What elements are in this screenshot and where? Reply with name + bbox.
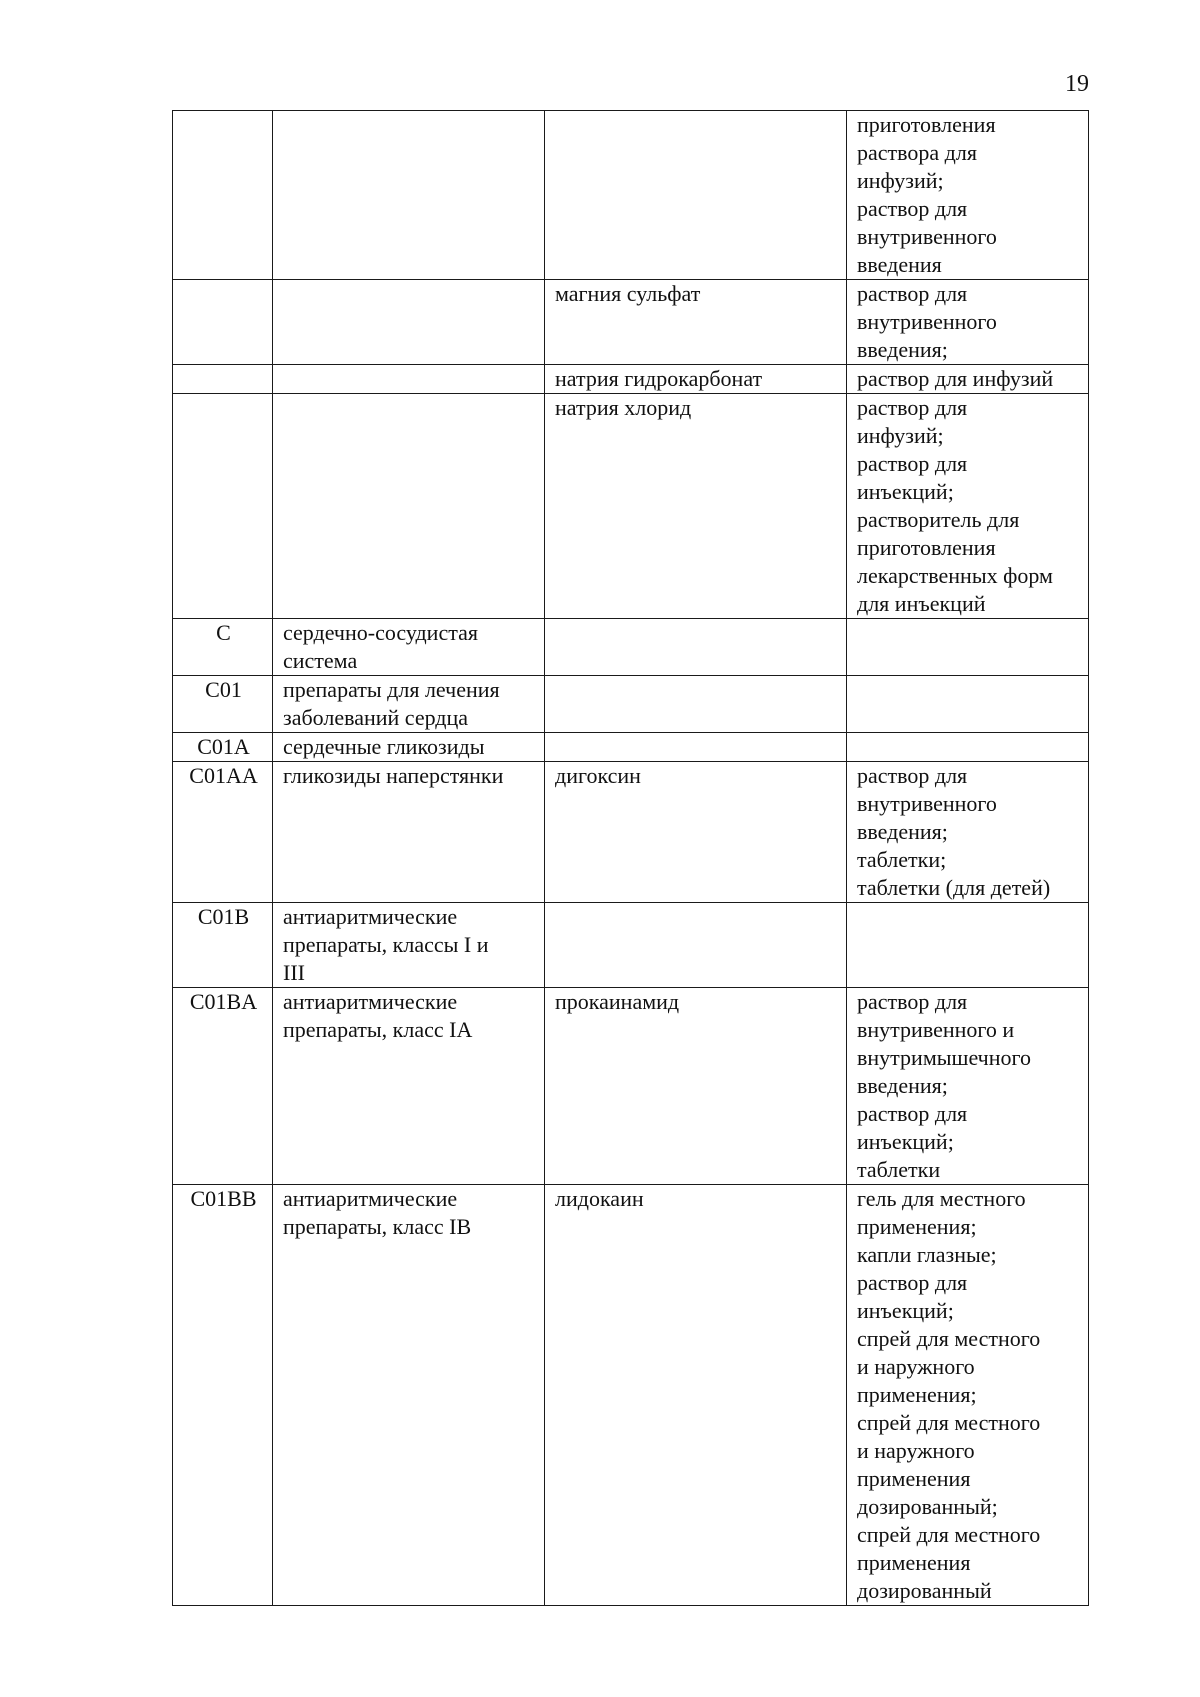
anatomical-group-line: препараты, классы I и [283,932,489,957]
anatomical-group-cell [273,903,545,988]
drug-table [172,110,1089,1606]
atc-code-cell [173,903,273,988]
dosage-form-line: внутривенного и [857,1017,1015,1042]
dosage-form-line: дозированный; [857,1494,998,1519]
anatomical-group-line: препараты для лечения [283,677,500,702]
dosage-forms-cell [847,1185,1089,1606]
dosage-forms-cell [847,365,1089,394]
substance-name: прокаинамид [555,989,680,1014]
anatomical-group-cell [273,111,545,280]
substance-cell [545,903,847,988]
table-row [173,676,1089,733]
atc-code: C01 [205,677,242,702]
anatomical-group-cell [273,394,545,619]
dosage-form-line: раствор для [857,281,968,306]
substance-cell [545,111,847,280]
atc-code: C01B [197,904,250,929]
anatomical-group-cell [273,733,545,762]
anatomical-group-line: заболеваний сердца [283,705,469,730]
atc-code-cell [173,111,273,280]
dosage-forms-cell [847,280,1089,365]
atc-code-cell [173,394,273,619]
atc-code: C01AA [189,763,258,788]
anatomical-group-line: гликозиды наперстянки [283,763,504,788]
dosage-form-line: лекарственных форм [857,563,1053,588]
dosage-forms-cell [847,762,1089,903]
substance-cell [545,1185,847,1606]
dosage-form-line: таблетки; [857,847,947,872]
atc-code-cell [173,280,273,365]
dosage-form-line: раствор для [857,451,968,476]
atc-code-cell [173,619,273,676]
table-row [173,365,1089,394]
dosage-form-line: для инъекций [857,591,986,616]
anatomical-group-line: система [283,648,358,673]
anatomical-group-line: сердечные гликозиды [283,734,485,759]
dosage-form-line: и наружного [857,1438,975,1463]
dosage-form-line: спрей для местного [857,1326,1041,1351]
atc-code-cell [173,1185,273,1606]
anatomical-group-line: препараты, класс IB [283,1214,472,1239]
dosage-form-line: применения [857,1466,971,1491]
substance-name: натрия хлорид [555,395,692,420]
substance-cell [545,676,847,733]
dosage-form-line: и наружного [857,1354,975,1379]
dosage-form-line: таблетки (для детей) [857,875,1051,900]
anatomical-group-line: антиаритмические [283,904,458,929]
atc-code: C01BA [189,989,258,1014]
dosage-form-line: введения; [857,819,948,844]
anatomical-group-cell [273,280,545,365]
anatomical-group-cell [273,365,545,394]
dosage-forms-cell [847,619,1089,676]
atc-code: C01BB [190,1186,257,1211]
dosage-form-line: инъекций; [857,1129,954,1154]
substance-name: магния сульфат [555,281,701,306]
substance-cell [545,733,847,762]
table-row [173,903,1089,988]
anatomical-group-line: III [283,960,305,985]
anatomical-group-cell [273,676,545,733]
substance-cell [545,619,847,676]
dosage-form-line: капли глазные; [857,1242,997,1267]
table-row [173,762,1089,903]
anatomical-group-line: сердечно-сосудистая [283,620,478,645]
dosage-form-line: применения; [857,1382,977,1407]
atc-code-cell [173,988,273,1185]
dosage-form-line: инфузий; [857,423,944,448]
dosage-form-line: раствор для [857,989,968,1014]
anatomical-group-cell [273,762,545,903]
dosage-forms-cell [847,903,1089,988]
atc-code-cell [173,733,273,762]
anatomical-group-line: препараты, класс IA [283,1017,473,1042]
anatomical-group-line: антиаритмические [283,1186,458,1211]
dosage-form-line: инфузий; [857,168,944,193]
anatomical-group-line: антиаритмические [283,989,458,1014]
dosage-forms-cell [847,676,1089,733]
table-row [173,111,1089,280]
dosage-form-line: гель для местного [857,1186,1026,1211]
dosage-form-line: применения [857,1550,971,1575]
dosage-form-line: введения [857,252,942,277]
substance-name: лидокаин [555,1186,644,1211]
dosage-form-line: раствора для [857,140,977,165]
table-body [173,111,1089,1606]
dosage-form-line: внутривенного [857,309,997,334]
anatomical-group-cell [273,619,545,676]
dosage-form-line: раствор для [857,196,968,221]
table-row [173,394,1089,619]
dosage-form-line: раствор для [857,763,968,788]
substance-name: дигоксин [555,763,641,788]
dosage-forms-cell [847,394,1089,619]
dosage-form-line: введения; [857,337,948,362]
dosage-form-line: раствор для [857,1101,968,1126]
substance-cell [545,988,847,1185]
dosage-form-line: введения; [857,1073,948,1098]
atc-code: C01A [197,734,250,759]
dosage-form-line: приготовления [857,112,996,137]
table-row [173,619,1089,676]
substance-cell [545,394,847,619]
dosage-form-line: спрей для местного [857,1522,1041,1547]
dosage-forms-cell [847,988,1089,1185]
dosage-form-line: раствор для [857,1270,968,1295]
dosage-forms-cell [847,111,1089,280]
atc-code-cell [173,676,273,733]
substance-cell [545,280,847,365]
table-row [173,988,1089,1185]
dosage-form-line: раствор для [857,395,968,420]
dosage-forms-cell [847,733,1089,762]
anatomical-group-cell [273,988,545,1185]
substance-cell [545,365,847,394]
table-row [173,1185,1089,1606]
dosage-form-line: внутривенного [857,224,997,249]
dosage-form-line: растворитель для [857,507,1020,532]
dosage-form-line: инъекций; [857,1298,954,1323]
dosage-form-line: таблетки [857,1157,941,1182]
substance-cell [545,762,847,903]
page-number: 19 [1065,71,1089,97]
atc-code-cell [173,365,273,394]
dosage-form-line: применения; [857,1214,977,1239]
dosage-form-line: спрей для местного [857,1410,1041,1435]
anatomical-group-cell [273,1185,545,1606]
dosage-form-line: инъекций; [857,479,954,504]
table-row [173,280,1089,365]
dosage-form-line: приготовления [857,535,996,560]
substance-name: натрия гидрокарбонат [555,366,763,391]
dosage-form-line: внутривенного [857,791,997,816]
dosage-form-line: раствор для инфузий [857,366,1054,391]
dosage-form-line: дозированный [857,1578,992,1603]
atc-code: C [216,620,231,645]
atc-code-cell [173,762,273,903]
table-row [173,733,1089,762]
dosage-form-line: внутримышечного [857,1045,1031,1070]
